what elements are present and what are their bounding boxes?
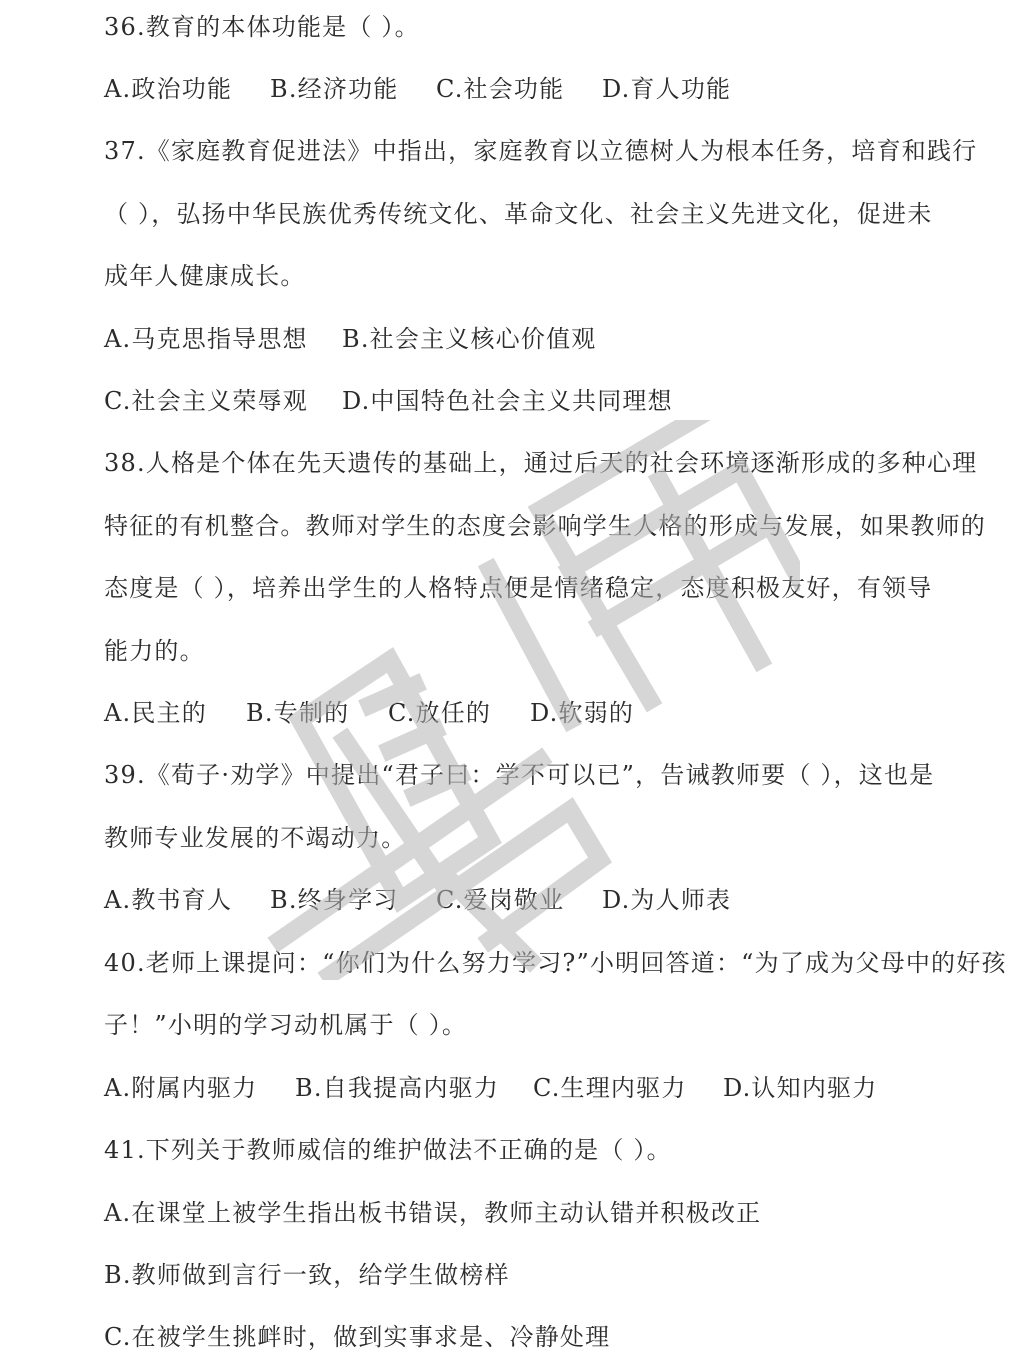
question-41-option-a: A.在课堂上被学生指出板书错误，教师主动认错并积极改正 [104,1199,762,1227]
question-38-options [104,698,634,728]
question-37-stem-line-1: 37.《家庭教育促进法》中指出，家庭教育以立德树人为根本任务，培育和践行 [104,137,978,165]
question-38-stem-line-2: 特征的有机整合。教师对学生的态度会影响学生人格的形成与发展，如果教师的 [104,512,986,540]
question-41-option-b: B.教师做到言行一致，给学生做榜样 [104,1261,510,1289]
option-d: D.育人功能 [602,75,732,103]
question-40-options [104,1073,877,1103]
question-39-stem-line-1: 39.《荀子·劝学》中提出“君子曰：学不可以已”，告诫教师要（ ），这也是 [104,761,935,789]
option-b: B.自我提高内驱力 [295,1074,500,1102]
option-b: B.专制的 [246,699,350,727]
option-c: C.爱岗敬业 [436,886,565,914]
question-40-stem-line-2: 子！”小明的学习动机属于（ ）。 [104,1011,468,1039]
question-38-stem-line-4: 能力的。 [104,637,205,665]
question-41-stem: 41.下列关于教师威信的维护做法不正确的是（ ）。 [104,1136,672,1164]
question-41-option-c: C.在被学生挑衅时，做到实事求是、冷静处理 [104,1323,611,1351]
option-a: A.民主的 [104,699,207,727]
question-37-stem-line-3: 成年人健康成长。 [104,262,306,290]
option-d: D.认知内驱力 [723,1074,878,1102]
question-36-stem: 36.教育的本体功能是（ ）。 [104,13,420,41]
option-a: A.马克思指导思想 [104,325,308,353]
question-39-options [104,885,731,915]
question-37-stem-line-2: （ ），弘扬中华民族优秀传统文化、革命文化、社会主义先进文化，促进未 [104,200,933,228]
question-40-stem-line-1: 40.老师上课提问：“你们为什么努力学习?”小明回答道：“为了成为父母中的好孩 [104,949,1007,977]
option-d: D.中国特色社会主义共同理想 [342,387,673,415]
option-d: D.为人师表 [602,886,732,914]
option-b: B.社会主义核心价值观 [342,325,597,353]
question-37-options-row-1 [104,324,596,354]
question-36-options [104,74,731,104]
question-38-stem-line-3: 态度是（ ），培养出学生的人格特点便是情绪稳定，态度积极友好，有领导 [104,574,933,602]
question-38-stem-line-1: 38.人格是个体在先天遗传的基础上，通过后天的社会环境逐渐形成的多种心理 [104,449,978,477]
option-c: C.社会主义荣辱观 [104,387,308,415]
option-a: A.政治功能 [104,75,233,103]
option-a: A.附属内驱力 [104,1074,258,1102]
option-c: C.生理内驱力 [533,1074,687,1102]
option-b: B.经济功能 [270,75,399,103]
option-c: C.放任的 [388,699,492,727]
option-d: D.软弱的 [530,699,635,727]
option-a: A.教书育人 [104,886,233,914]
question-37-options-row-2 [104,386,673,416]
question-39-stem-line-2: 教师专业发展的不竭动力。 [104,824,407,852]
option-c: C.社会功能 [436,75,565,103]
option-b: B.终身学习 [270,886,399,914]
